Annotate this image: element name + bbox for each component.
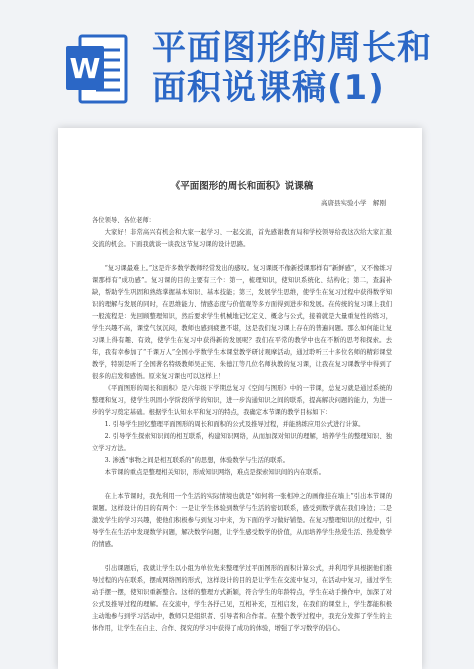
paragraph-gap: [92, 551, 392, 563]
document-paragraph: 在上本节课时，我先利用一个生活的实际情境也就是“如何将一张相冲之的画像挂在墙上”引出本节课的课题。这样设计的目的有两个：一是让学生体验到数学与生活的密切联系，感受到数学就在我们身边；二是激发学生的学习兴趣，使他们积极参与到复习中来，为下面的学习做好铺垫。在复习整理知识的过程中，引导学生在生活中发现数学问题，解决数学问题，让学生感受数学的价值，从而培养学生热爱生活、热爱数学的情感。: [92, 493, 392, 548]
document-paragraph: 1. 引导学生回忆整理平面图形的周长和面积的公式及推导过程，并能熟练应用公式进行计算。: [104, 421, 365, 428]
document-preview[interactable]: [58, 128, 422, 669]
page-title: [152, 28, 432, 108]
word-document-icon: [66, 34, 128, 104]
document-paragraph: 本节课的重点是整理相关知识，形成知识网络，难点是探索知识间的内在联系。: [104, 469, 325, 476]
document-paragraph: 引出课题后，我就让学生以小组为单位先来整理学过平面图形的面积计算公式，并利用学具根据他们推导过程的内在联系，摆成网络图的形式，这样设计的目的是让学生在交流中复习，在活动中复习，通过学生动手摆一摆，使知识重新整合。这样的整理方式新颖，符合学生的年龄特点，学生在动手操作中，加深了对公式及推导过程的理解。在交流中，学生各抒己见，互相补充，互相启发，在我们的课堂上，学生都能积极主动地参与到学习活动中，教师只是组织者、引导者和合作者。在整个教学过程中，我充分发挥了学生的主体作用，让学生在自主、合作、探究的学习中获得了成功的体验，增强了学习数学的信心。: [92, 565, 392, 632]
document-title: 《平面图形的周长和面积》说课稿: [170, 181, 314, 192]
paragraph-gap: [92, 479, 392, 491]
document-paragraph: 2. 引导学生探索知识间的相互联系，构建知识网络，从而加深对知识的理解，培养学生的整理知识、独立学习方法。: [92, 433, 392, 452]
document-byline: 高唐县实验小学 解刚: [321, 199, 386, 207]
word-icon-letter: W: [69, 52, 101, 85]
document-paragraphs: [92, 215, 392, 635]
paragraph-gap: [92, 251, 392, 263]
title-line-1: 平面图形的周长和: [152, 28, 432, 68]
title-line-2: 面积说课稿(1): [152, 68, 385, 108]
document-paragraph: 3. 渗透“事物之间是相互联系的”的思想，体验数学与生活的联系。: [104, 457, 290, 464]
document-paragraph: 各位领导、各位老师：: [92, 217, 155, 224]
document-paragraph: “复习课最难上。”这是许多数学教师经常发出的感叹。复习课既不像新授课那样有“新鲜感”，又不像练习课那样有“成功感”。复习课的目的主要有三个：第一，梳理知识，使知识系统化、结构化；第二，查漏补缺，帮助学生巩固和熟练掌握基本知识、基本技能；第三，发展学生思维，使学生在复习过程中获得数学知识的理解与发展的同时，在思维能力、情感态度与价值观等多方面得到进步和发展。在传统的复习课上我们一般流程是：先回顾整理知识，然后要求学生机械地记忆定义、概念与公式，接着就是大量重复性的练习，学生兴趣不高，课堂气氛沉闷，教师也感到疲惫不堪，这是我们复习课上存在的普遍问题。那么如何能让复习课上得有趣、有效，使学生在复习中获得新的发展呢？我们在平常的教学中也在不断的思考和探索。去年，我有幸参加了“千课万人”全国小学数学生本课堂教学研讨观摩活动，通过聆听三十多位名师的精彩课堂教学，特别是听了全国著名特级教师吴正宪、朱德江等几位名师执教的复习课，让我在复习课教学中得到了很多的启发和感悟。原来复习课也可以这样上！: [92, 265, 392, 380]
document-paragraph: 《平面图形的周长和面积》是六年级下学期总复习《空间与图形》中的一节课，总复习就是通过系统的整理和复习，使学生巩固小学阶段所学的知识，进一步沟通知识之间的联系，提高解决问题的能力，为进一步的学习奠定基础。根据学生认知水平和复习的特点，我确定本节课的教学目标如下：: [92, 385, 392, 416]
banner: [0, 0, 474, 130]
document-paragraph: 大家好！非常高兴有机会和大家一起学习、一起交流，首先感谢教育局和学校领导给我这次给大家汇报交流的机会。下面我就谈一谈我这节复习课的设计思路。: [92, 229, 392, 248]
document-body: [92, 178, 392, 635]
